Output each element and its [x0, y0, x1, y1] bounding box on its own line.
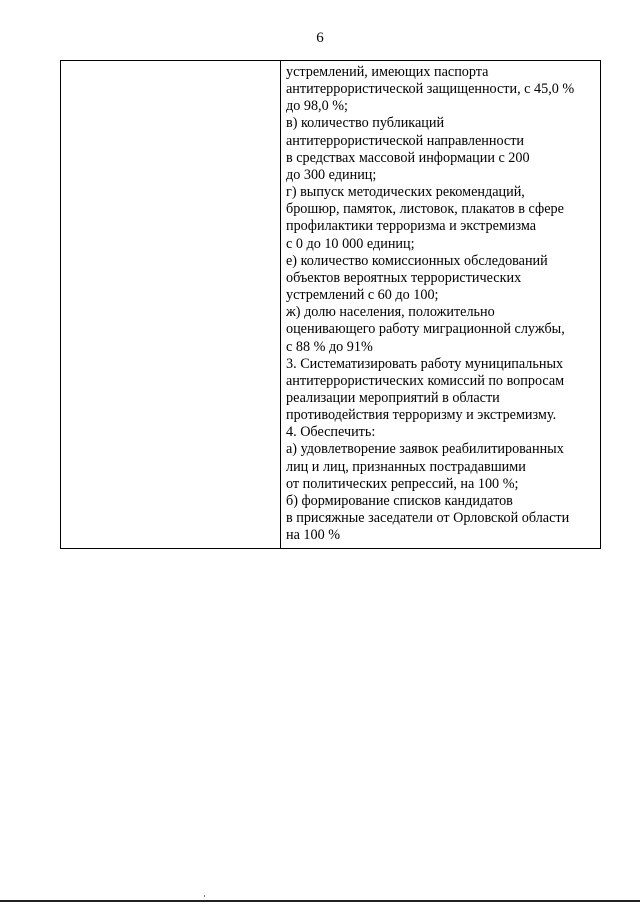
table-right-cell	[281, 61, 600, 548]
text-line: устремлений, имеющих паспорта	[286, 64, 489, 80]
bottom-rule	[0, 900, 640, 902]
text-line: оценивающего работу миграционной службы,	[286, 321, 565, 338]
text-line: в средствах массовой информации с 200	[286, 149, 530, 166]
text-line: профилактики терроризма и экстремизма	[286, 218, 537, 235]
text-line: реализации мероприятий в области	[286, 389, 500, 406]
page-number: 6	[316, 30, 324, 46]
text-line: в присяжные заседатели от Орловской области	[286, 510, 570, 527]
scan-mark	[204, 895, 205, 897]
text-line: 4. Обеспечить:	[286, 424, 376, 441]
text-line: б) формирование списков кандидатов	[286, 492, 513, 509]
text-line: лиц и лиц, признанных пострадавшими	[286, 458, 526, 475]
text-line: е) количество комиссионных обследований	[286, 252, 548, 269]
text-line: от политических репрессий, на 100 %;	[286, 475, 519, 492]
text-line: до 98,0 %;	[286, 98, 348, 115]
text-line: устремлений с 60 до 100;	[286, 287, 439, 304]
text-line: а) удовлетворение заявок реабилитированных	[286, 441, 564, 458]
text-line: противодействия терроризму и экстремизму.	[286, 407, 557, 424]
text-line: брошюр, памяток, листовок, плакатов в сфере	[286, 201, 564, 218]
text-line: антитеррористических комиссий по вопросам	[286, 372, 565, 389]
text-line: до 300 единиц;	[286, 166, 377, 183]
text-line: в) количество публикаций	[286, 115, 445, 132]
text-line: антитеррористической направленности	[286, 132, 525, 149]
document-table	[60, 60, 601, 549]
text-line: г) выпуск методических рекомендаций,	[286, 184, 525, 201]
table-left-cell	[61, 61, 281, 548]
text-line: с 0 до 10 000 единиц;	[286, 235, 415, 252]
text-line: антитеррористической защищенности, с 45,0 %	[286, 81, 575, 98]
text-line: на 100 %	[286, 527, 341, 544]
text-line: объектов вероятных террористических	[286, 269, 522, 286]
text-line: ж) долю населения, положительно	[286, 304, 495, 321]
text-line: 3. Систематизировать работу муниципальных	[286, 355, 564, 372]
text-line: с 88 % до 91%	[286, 338, 373, 355]
